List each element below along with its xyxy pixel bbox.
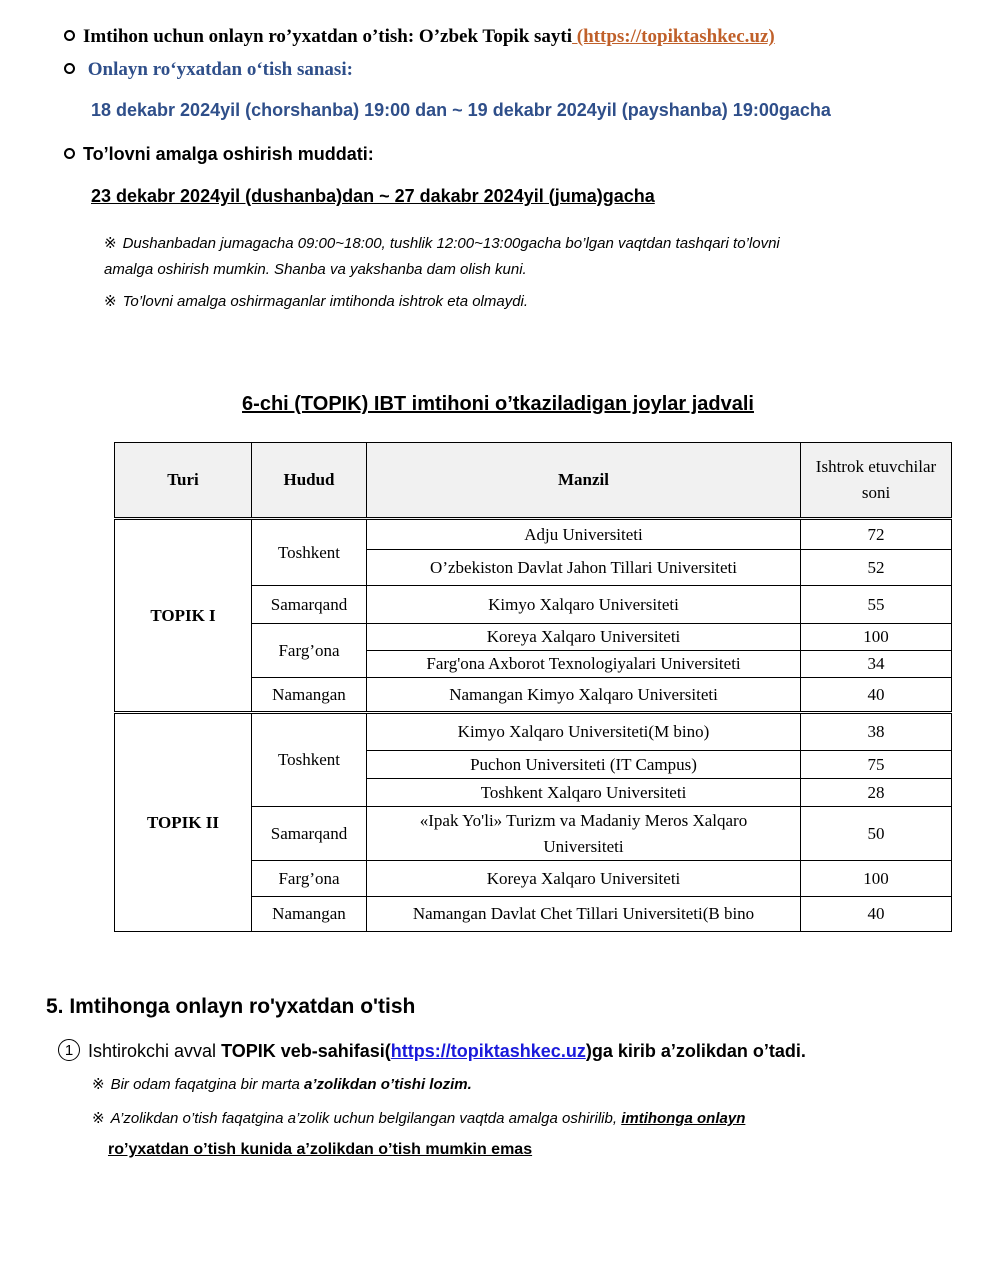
registration-dates-label: Onlayn ro‘yxatdan o‘tish sanasi: <box>87 59 353 80</box>
payment-value: 23 dekabr 2024yil (dushanba)dan ~ 27 dakabr 2024yil (juma)gacha <box>91 186 655 206</box>
bullet-icon <box>64 30 75 41</box>
topik1-count-2: 52 <box>801 550 952 586</box>
header-region: Hudud <box>252 443 367 519</box>
topik1-region-samarqand: Samarqand <box>252 586 367 624</box>
payment-note-2 <box>104 292 528 310</box>
topik1-address-4: Koreya Xalqaro Universiteti <box>367 624 801 651</box>
section-5-note-1-b: a’zolikdan o’tishi lozim. <box>304 1076 472 1093</box>
reference-mark-icon: ※ <box>104 293 117 310</box>
topik1-region-toshkent: Toshkent <box>252 519 367 586</box>
bullet-icon <box>64 148 75 159</box>
header-participants-line-2: soni <box>861 483 891 502</box>
topik2-address-1: Kimyo Xalqaro Universiteti(M bino) <box>367 713 801 751</box>
topik1-count-4: 100 <box>801 624 952 651</box>
header-address: Manzil <box>367 443 801 519</box>
registration-dates-value: 18 dekabr 2024yil (chorshanba) 19:00 dan ~ 19 dekabr 2024yil (payshanba) 19:00gacha <box>91 100 831 120</box>
step-1-text-d: )ga kirib a’zolikdan o’tadi. <box>585 1041 806 1061</box>
topik2-region-namangan: Namangan <box>252 897 367 932</box>
header-type: Turi <box>115 443 252 519</box>
topik-website-link[interactable]: https://topiktashkec.uz <box>390 1041 586 1061</box>
step-1-text-c: ( <box>384 1041 391 1061</box>
step-1-text-b: TOPIK veb-sahifasi <box>221 1041 385 1061</box>
registration-site-line <box>64 26 775 48</box>
topik2-address-3: Toshkent Xalqaro Universiteti <box>367 779 801 807</box>
topik1-count-6: 40 <box>801 678 952 713</box>
topik2-count-1: 38 <box>801 713 952 751</box>
registration-site-label: Imtihon uchun onlayn ro’yxatdan o’tish: O’zbek Topik sayti <box>83 26 573 47</box>
topik2-type: TOPIK II <box>115 713 252 932</box>
topik2-region-toshkent: Toshkent <box>252 713 367 807</box>
payment-note-2-text: To’lovni amalga oshirmaganlar imtihonda ishtrok eta olmaydi. <box>122 293 529 310</box>
payment-label: To’lovni amalga oshirish muddati: <box>83 144 374 164</box>
section-5-heading: 5. Imtihonga onlayn ro'yxatdan o'tish <box>46 995 416 1018</box>
topik2-region-fargona: Farg’ona <box>252 861 367 897</box>
section-5-step-1 <box>58 1041 806 1063</box>
topik1-region-fargona: Farg’ona <box>252 624 367 678</box>
venues-table <box>114 442 952 932</box>
topik2-address-2: Puchon Universiteti (IT Campus) <box>367 751 801 779</box>
topik2-address-5: Koreya Xalqaro Universiteti <box>367 861 801 897</box>
section-5-note-1-a: Bir odam faqatgina bir marta <box>110 1076 305 1093</box>
reference-mark-icon: ※ <box>92 1076 105 1093</box>
reference-mark-icon: ※ <box>104 235 117 252</box>
table-header-row <box>115 443 952 519</box>
topik2-address-4-line-1: «Ipak Yo'li» Turizm va Madaniy Meros Xalqaro <box>419 810 748 830</box>
header-participants <box>801 443 952 519</box>
topik2-region-samarqand: Samarqand <box>252 807 367 861</box>
payment-line <box>64 144 374 165</box>
topik1-type: TOPIK I <box>115 519 252 713</box>
registration-dates-line <box>64 59 353 81</box>
topik2-count-2: 75 <box>801 751 952 779</box>
bullet-icon <box>64 63 75 74</box>
topik2-count-4: 50 <box>801 807 952 861</box>
topik1-region-namangan: Namangan <box>252 678 367 713</box>
topik2-count-6: 40 <box>801 897 952 932</box>
registration-site-link[interactable]: (https://topiktashkec.uz) <box>572 26 775 47</box>
table-row <box>115 519 952 550</box>
topik1-count-1: 72 <box>801 519 952 550</box>
section-5-note-2-a: A’zolikdan o’tish faqatgina a’zolik uchun belgilangan vaqtda amalga oshirilib, <box>110 1110 622 1127</box>
topik2-count-3: 28 <box>801 779 952 807</box>
topik1-address-6: Namangan Kimyo Xalqaro Universiteti <box>367 678 801 713</box>
topik2-address-4-line-2: Universiteti <box>543 836 624 856</box>
topik2-count-5: 100 <box>801 861 952 897</box>
reference-mark-icon: ※ <box>92 1110 105 1127</box>
topik1-address-2: O’zbekiston Davlat Jahon Tillari Universiteti <box>367 550 801 586</box>
circled-number-icon: 1 <box>58 1039 80 1061</box>
topik1-address-3: Kimyo Xalqaro Universiteti <box>367 586 801 624</box>
section-5-note-2-b: imtihonga onlayn <box>621 1110 746 1127</box>
section-5-note-2-c: ro’yxatdan o’tish kunida a’zolikdan o’tish mumkin emas <box>108 1141 533 1158</box>
step-1-text-a: Ishtirokchi avval <box>88 1041 222 1061</box>
payment-note-1a <box>104 234 780 252</box>
topik2-address-4 <box>367 807 801 861</box>
payment-note-1-line-2: amalga oshirish mumkin. Shanba va yakshanba dam olish kuni. <box>104 261 527 278</box>
topik1-count-3: 55 <box>801 586 952 624</box>
table-row <box>115 713 952 751</box>
topik2-address-6: Namangan Davlat Chet Tillari Universiteti(B bino <box>367 897 801 932</box>
table-title: 6-chi (TOPIK) IBT imtihoni o’tkaziladigan joylar jadvali <box>242 393 754 415</box>
section-5-note-1 <box>92 1075 472 1093</box>
header-participants-line-1: Ishtrok etuvchilar <box>815 457 937 476</box>
topik1-count-5: 34 <box>801 651 952 678</box>
topik1-address-1: Adju Universiteti <box>367 519 801 550</box>
section-5-note-2 <box>92 1109 745 1127</box>
payment-note-1-line-1: Dushanbadan jumagacha 09:00~18:00, tushlik 12:00~13:00gacha bo’lgan vaqtdan tashqari to’lovni <box>122 235 780 252</box>
topik1-address-5: Farg'ona Axborot Texnologiyalari Universiteti <box>367 651 801 678</box>
